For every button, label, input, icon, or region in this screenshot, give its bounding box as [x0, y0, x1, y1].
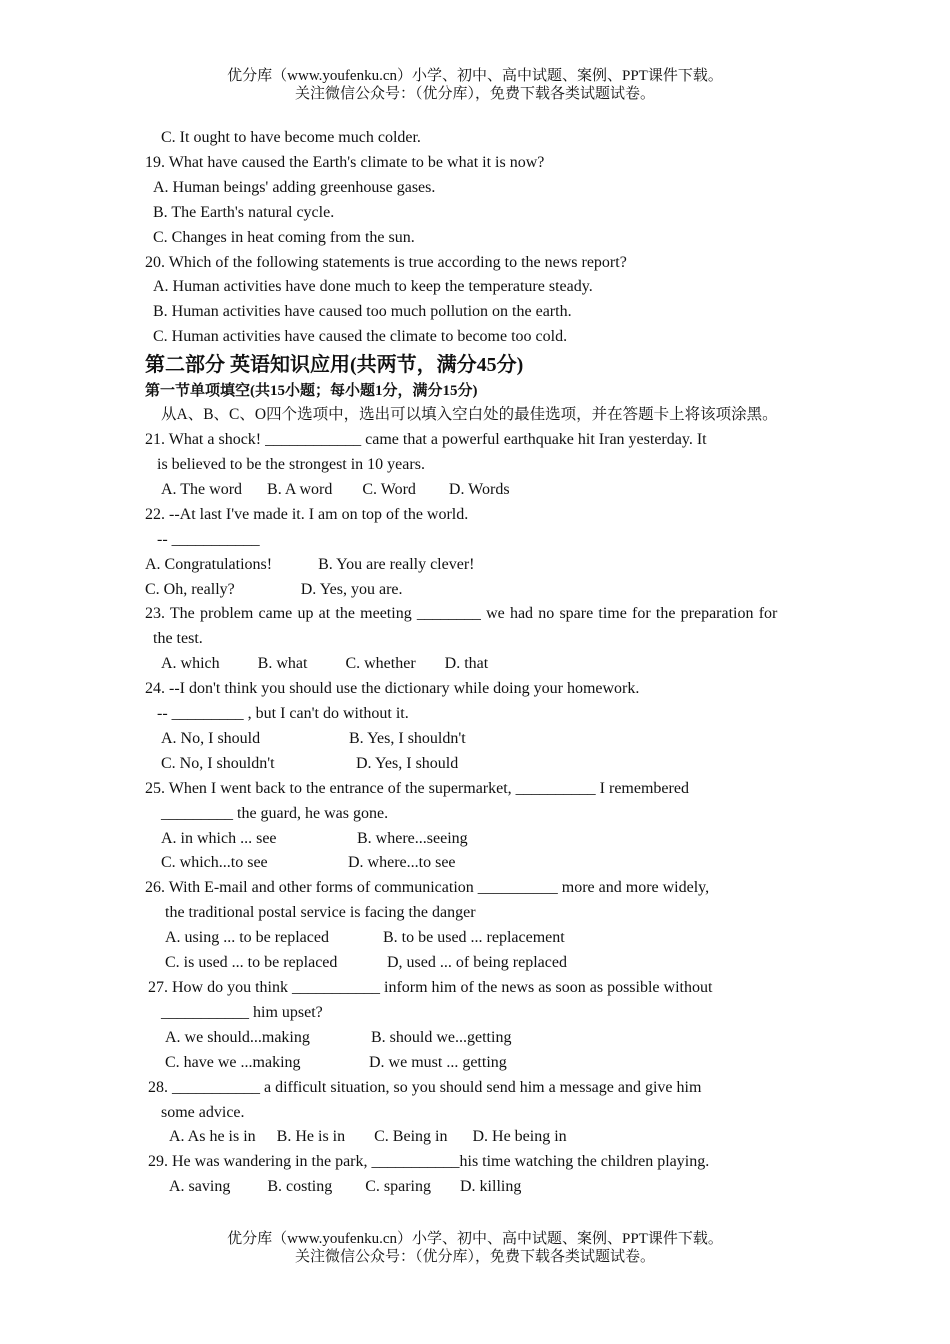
q25-option-c: C. which...to see	[161, 854, 268, 872]
question-28	[145, 1076, 807, 1151]
q23-line-2: the test.	[153, 630, 203, 648]
q26-option-d: D, used ... of being replaced	[387, 954, 567, 972]
q22-option-c: C. Oh, really?	[145, 580, 235, 598]
page-header	[0, 67, 950, 103]
q23-option-a: A. which	[161, 655, 220, 673]
q28-option-d: D. He being in	[472, 1128, 567, 1146]
q22-line-2: -- ___________	[157, 530, 260, 548]
q24-line-1: 24. --I don't think you should use the dictionary while doing your homework.	[145, 680, 640, 698]
q24-option-d: D. Yes, I should	[356, 754, 459, 772]
q23-option-d: D. that	[444, 655, 489, 673]
q24-option-c: C. No, I shouldn't	[161, 754, 275, 772]
q27-option-a: A. we should...making	[165, 1028, 310, 1046]
question-22	[145, 503, 807, 603]
q25-options-ab	[145, 827, 807, 852]
question-23	[145, 602, 807, 677]
q26-option-b: B. to be used ... replacement	[383, 929, 565, 947]
part2-title: 第二部分 英语知识应用(共两节，满分45分)	[145, 354, 524, 377]
q28-option-a: A. As he is in	[169, 1128, 256, 1146]
q19-option-b: B. The Earth's natural cycle.	[153, 203, 335, 221]
page-footer	[0, 1230, 950, 1266]
q29-line-1: 29. He was wandering in the park, ___________his time watching the children playing.	[148, 1153, 710, 1171]
q18-option-c: C. It ought to have become much colder.	[161, 129, 421, 146]
q27-line-1: 27. How do you think ___________ inform him of the news as soon as possible without	[148, 979, 713, 996]
q24-line-2: -- _________ , but I can't do without it.	[157, 705, 409, 723]
q21-line-1: 21. What a shock! ____________ came that a powerful earthquake hit Iran yesterday. It	[145, 431, 707, 449]
header-line-1: 优分库（www.youfenku.cn）小学、初中、高中试题、案例、PPT课件下载。	[227, 68, 723, 84]
q26-option-a: A. using ... to be replaced	[165, 929, 329, 947]
q19-option-a: A. Human beings' adding greenhouse gases.	[153, 178, 436, 196]
instructions: 从A、B、C、O四个选项中，选出可以填入空白处的最佳选项，并在答题卡上将该项涂黑。	[161, 406, 778, 424]
q27-option-d: D. we must ... getting	[369, 1053, 507, 1071]
q26-line-1: 26. With E-mail and other forms of communication __________ more and more widely,	[145, 879, 710, 897]
question-27	[145, 976, 807, 1076]
q19-option-c: C. Changes in heat coming from the sun.	[153, 228, 415, 246]
question-20	[145, 251, 807, 351]
q28-line-1: 28. ___________ a difficult situation, so you should send him a message and give him	[148, 1078, 702, 1096]
q20-stem: 20. Which of the following statements is true according to the news report?	[145, 253, 627, 271]
header-line-2: 关注微信公众号：（优分库），免费下载各类试题试卷。	[294, 86, 655, 102]
q28-option-b: B. He is in	[276, 1128, 346, 1146]
q22-options-ab	[145, 553, 807, 578]
q25-line-1: 25. When I went back to the entrance of the supermarket, __________ I remembered	[145, 779, 689, 797]
question-25	[145, 777, 807, 877]
q20-option-c: C. Human activities have caused the climate to become too cold.	[153, 328, 568, 346]
section1-title: 第一节单项填空(共15小题；每小题1分，满分15分)	[145, 383, 478, 400]
q27-options-ab	[145, 1026, 807, 1051]
q29-option-d: D. killing	[460, 1178, 522, 1196]
q29-option-a: A. saving	[169, 1178, 231, 1196]
q26-options-cd	[145, 951, 807, 976]
q21-option-b: B. A word	[267, 480, 333, 498]
q25-option-a: A. in which ... see	[161, 829, 277, 847]
question-29	[145, 1150, 807, 1200]
q23-line-1: 23. The problem came up at the meeting ________ we had no spare time for the preparation for	[145, 605, 778, 623]
q28-options	[145, 1125, 807, 1150]
q20-option-b: B. Human activities have caused too much pollution on the earth.	[153, 303, 572, 321]
q21-option-c: C. Word	[362, 480, 416, 498]
q28-line-2: some advice.	[161, 1103, 245, 1121]
q24-option-b: B. Yes, I shouldn't	[349, 729, 466, 747]
q23-option-c: C. whether	[345, 655, 416, 673]
q26-option-c: C. is used ... to be replaced	[165, 954, 338, 972]
question-24	[145, 677, 807, 777]
q21-line-2: is believed to be the strongest in 10 years.	[157, 455, 425, 473]
footer-line-1: 优分库（www.youfenku.cn）小学、初中、高中试题、案例、PPT课件下载。	[227, 1231, 723, 1247]
q22-options-cd	[145, 578, 807, 603]
q25-options-cd	[145, 851, 807, 876]
q21-options	[145, 478, 807, 503]
q24-option-a: A. No, I should	[161, 729, 261, 747]
q21-option-a: A. The word	[161, 480, 243, 498]
q28-option-c: C. Being in	[374, 1128, 448, 1146]
q25-line-2: _________ the guard, he was gone.	[161, 804, 389, 822]
q20-option-a: A. Human activities have done much to keep the temperature steady.	[153, 278, 593, 296]
q24-options-cd	[145, 752, 807, 777]
q26-options-ab	[145, 926, 807, 951]
q29-option-c: C. sparing	[365, 1178, 431, 1196]
question-19	[145, 151, 807, 251]
footer-line-2: 关注微信公众号：（优分库），免费下载各类试题试卷。	[294, 1249, 655, 1265]
q22-option-a: A. Congratulations!	[145, 555, 273, 573]
q25-option-d: D. where...to see	[348, 854, 456, 872]
q22-option-d: D. Yes, you are.	[300, 580, 403, 598]
q22-line-1: 22. --At last I've made it. I am on top of the world.	[145, 505, 469, 523]
q27-option-c: C. have we ...making	[165, 1053, 301, 1071]
q21-option-d: D. Words	[448, 480, 510, 498]
q29-option-b: B. costing	[267, 1178, 333, 1196]
q23-options	[145, 652, 807, 677]
q27-option-b: B. should we...getting	[371, 1028, 512, 1046]
q25-option-b: B. where...seeing	[357, 829, 468, 847]
q27-line-2: ___________ him upset?	[161, 1003, 323, 1021]
question-21	[145, 428, 807, 503]
question-26	[145, 876, 807, 976]
q29-options	[145, 1175, 807, 1200]
q22-option-b: B. You are really clever!	[318, 555, 475, 573]
q19-stem: 19. What have caused the Earth's climate to be what it is now?	[145, 153, 545, 171]
q24-options-ab	[145, 727, 807, 752]
exam-content	[145, 126, 807, 1200]
q26-line-2: the traditional postal service is facing the danger	[165, 904, 476, 922]
q23-option-b: B. what	[257, 655, 308, 673]
q27-options-cd	[145, 1051, 807, 1076]
